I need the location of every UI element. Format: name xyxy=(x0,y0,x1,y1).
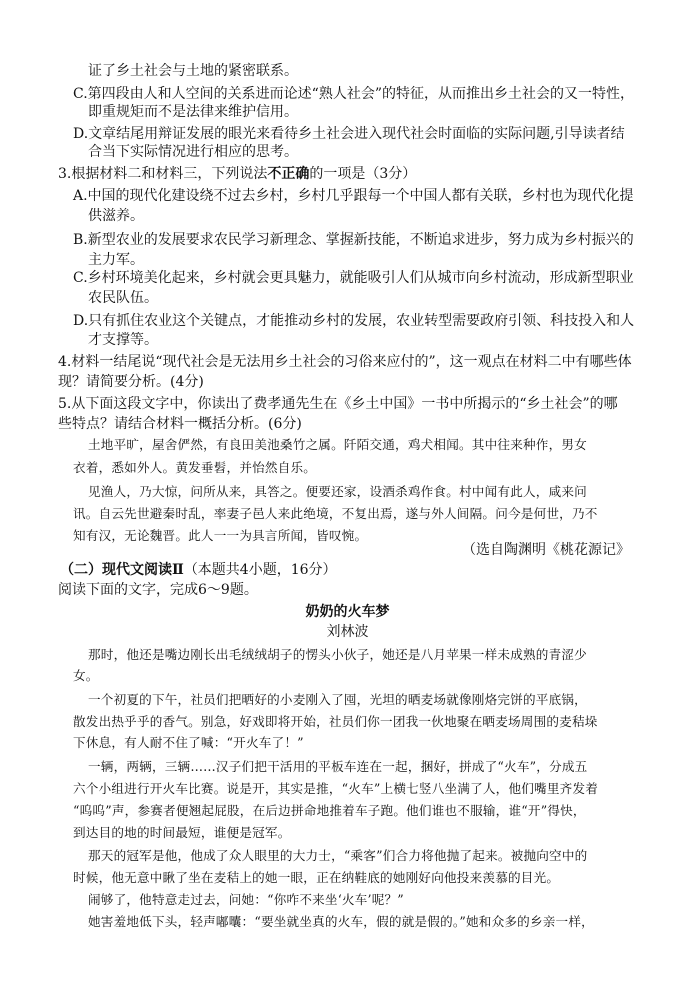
q3-option-b: B.新型农业的发展要求农民学习新理念、掌握新技能，不断追求进步，努力成为乡村振兴的 xyxy=(73,232,634,248)
story-line: 一辆，两辆，三辆……汉子们把干活用的平板车连在一起，捆好，拼成了“火车”，分成五 xyxy=(88,759,588,774)
story-line: 一个初夏的下午，社员们把晒好的小麦刚入了囤，光坦的晒麦场就像刚烙完饼的平底锅， xyxy=(88,692,587,707)
q3-stem-emphasis: 不正确 xyxy=(267,166,310,182)
section-note: （本题共4小题，16分） xyxy=(183,562,337,578)
story-line: 那天的冠军是他，他成了众人眼里的大力士，“乘客”们合力将他抛了起来。被抛向空中的 xyxy=(88,848,588,863)
excerpt-line: 讯。自云先世避秦时乱，率妻子邑人来此绝境，不复出焉，遂与外人间隔。问今是何世，乃不 xyxy=(73,506,598,521)
q3-option-c: C.乡村环境美化起来，乡村就会更具魅力，就能吸引人们从城市向乡村流动，形成新型职业 xyxy=(73,270,634,286)
q2-option-d-cont: 合当下实际情况进行相应的思考。 xyxy=(88,144,298,160)
story-line: 时候，他无意中瞅了坐在麦秸上的她一眼，正在纳鞋底的她刚好向他投来羡慕的目光。 xyxy=(73,870,560,885)
excerpt-line: 衣着，悉如外人。黄发垂髫，并怡然自乐。 xyxy=(73,460,317,475)
section-heading xyxy=(60,560,337,580)
excerpt-line: 知有汉，无论魏晋。此人一一为具言所闻，皆叹惋。 xyxy=(73,528,368,543)
section-instruction: 阅读下面的文字，完成6～9题。 xyxy=(58,582,258,598)
story-line: 散发出热乎乎的香气。别急，好戏即将开始，社员们你一团我一伙地聚在晒麦场周围的麦秸垛 xyxy=(73,714,598,729)
q4-line-1: 4.材料一结尾说“现代社会是无法用乡土社会的习俗来应付的”，这一观点在材料二中有哪些体 xyxy=(58,354,632,370)
excerpt-source: （选自陶渊明《桃花源记》 xyxy=(462,542,630,558)
story-line: 闹够了，他特意走过去，问她：“你咋不来坐‘火车’呢？” xyxy=(88,892,404,907)
q2-option-d: D.文章结尾用辩证发展的眼光来看待乡土社会进入现代社会时面临的实际问题,引导读者结 xyxy=(73,126,625,142)
q3-stem xyxy=(58,164,416,184)
q3-stem-pre: 3.根据材料二和材料三，下列说法 xyxy=(58,166,268,182)
q2-option-c-cont: 即重规矩而不是法律来维护信用。 xyxy=(88,104,298,120)
q3-option-b-cont: 主力军。 xyxy=(88,252,144,268)
excerpt-line: 土地平旷，屋舍俨然，有良田美池桑竹之属。阡陌交通，鸡犬相闻。其中往来种作，男女 xyxy=(88,437,587,452)
q3-option-a: A.中国的现代化建设绕不过去乡村，乡村几乎跟每一个中国人都有关联，乡村也为现代化提 xyxy=(73,188,634,204)
q3-option-d-cont: 才支撑等。 xyxy=(88,332,158,348)
story-line: 到达目的地的时间最短，谁便是冠军。 xyxy=(73,825,291,840)
q3-option-c-cont: 农民队伍。 xyxy=(88,290,158,306)
q2-option-b-tail: 证了乡土社会与土地的紧密联系。 xyxy=(88,63,298,79)
story-author: 刘林波 xyxy=(326,624,369,640)
story-line: “呜呜”声，参赛者便翘起屁股，在后边拼命地推着车子跑。他们谁也不服输，谁“开”得快， xyxy=(73,803,586,818)
excerpt-line: 见渔人，乃大惊，问所从来，具答之。便要还家，设酒杀鸡作食。村中闻有此人，咸来问 xyxy=(88,484,587,499)
story-line: 那时，他还是嘴边刚长出毛绒绒胡子的愣头小伙子，她还是八月苹果一样未成熟的青涩少 xyxy=(88,647,587,662)
story-line: 六个小组进行开火车比赛。说是开，其实是推，“火车”上横七竖八坐满了人，他们嘴里齐发着 xyxy=(73,781,599,796)
q3-option-a-cont: 供滋养。 xyxy=(88,208,144,224)
q5-line-2: 些特点？请结合材料一概括分析。(6分) xyxy=(58,416,302,432)
section-title: （二）现代文阅读Ⅱ xyxy=(60,562,184,578)
q4-line-2: 现？请简要分析。(4分) xyxy=(58,374,204,390)
story-title: 奶奶的火车梦 xyxy=(305,604,390,620)
q3-stem-post: 的一项是（3分） xyxy=(309,166,417,182)
q5-line-1: 5.从下面这段文字中，你读出了费孝通先生在《乡土中国》一书中所揭示的“乡土社会”的哪 xyxy=(58,396,618,412)
story-line: 女。 xyxy=(73,668,99,683)
q3-option-d: D.只有抓住农业这个关键点，才能推动乡村的发展，农业转型需要政府引领、科技投入和人 xyxy=(73,313,635,329)
story-line: 下休息，有人耐不住了喊：“开火车了！” xyxy=(73,735,304,750)
q2-option-c: C.第四段由人和人空间的关系进而论述“熟人社会”的特征，从而推出乡土社会的又一特性， xyxy=(73,86,634,102)
story-line: 她害羞地低下头，轻声嘟囔：“要坐就坐真的火车，假的就是假的。”她和众多的乡亲一样， xyxy=(88,914,594,929)
